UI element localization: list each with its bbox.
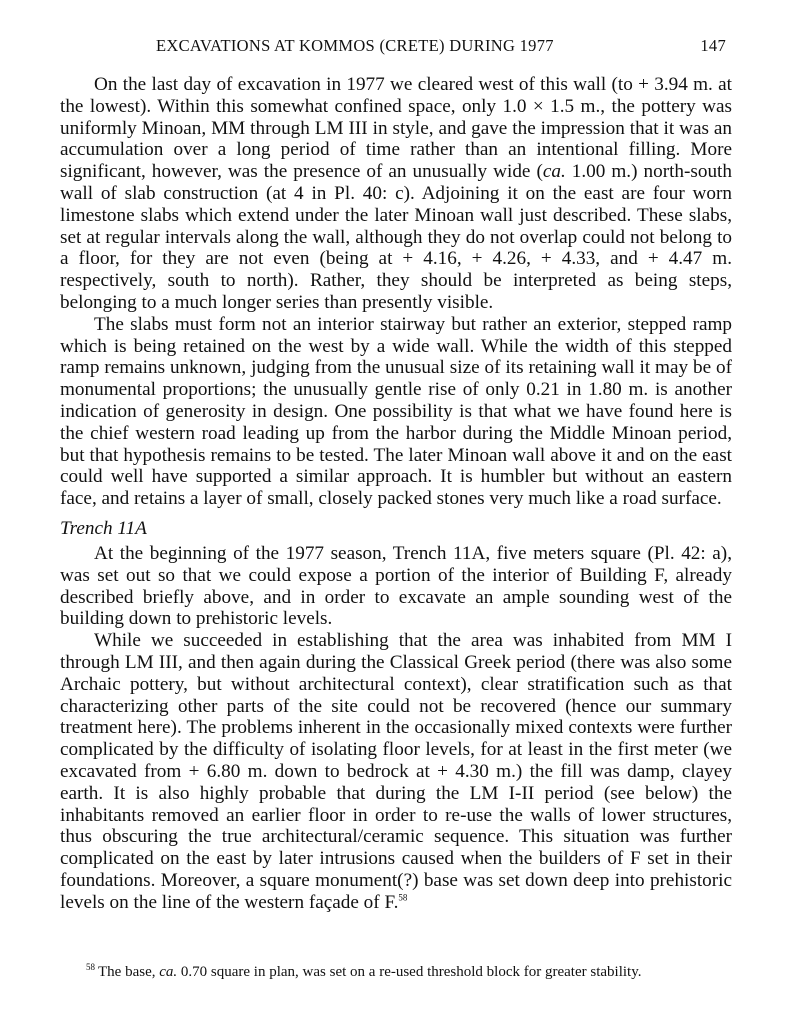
article-body bbox=[60, 74, 732, 913]
abbreviation-ca: ca. bbox=[159, 964, 178, 980]
page-number: 147 bbox=[700, 36, 726, 55]
footnote bbox=[86, 963, 736, 982]
footnote-mark: 58 bbox=[86, 962, 95, 972]
paragraph-1 bbox=[60, 74, 732, 314]
paragraph-3 bbox=[60, 543, 732, 630]
footnote-reference[interactable]: 58 bbox=[398, 892, 408, 903]
paragraph-4 bbox=[60, 630, 732, 913]
abbreviation-ca: ca. bbox=[542, 161, 566, 183]
running-header bbox=[60, 36, 732, 60]
text-run: While we succeeded in establishing that the area was inhabited from MM I through LM III, and then again during the Classical Greek period (there was also some Archaic pottery, but without architectural context), clear stratification such as that characterizing other parts of the site could not be recovered (hence our summary treatment here). The problems inherent in the occasionally mixed contexts were further complicated by the difficulty of isolating floor levels, for at least in the first meter (we excavated from + 6.80 m. down to bedrock at + 4.30 m.) the fill was damp, clayey earth. It is also highly probable that during the LM I-II period (see below) the inhabitants removed an earlier floor in order to re-use the walls of lower structures, thus obscuring the true architectural/ceramic sequence. This situation was further complicated on the east by later intrusions caused when the builders of F set in their foundations. Moreover, a square monument(?) base was set down deep into prehistoric levels on the line of the western façade of F. bbox=[60, 630, 732, 913]
section-heading: Trench 11A bbox=[60, 517, 147, 539]
text-run: On the last day of excavation in 1977 we cleared west of this wall (to + 3.94 m. at the lowest). Within this somewhat confined space, only 1.0 × 1.5 m., the pottery was uniformly Minoan, MM through LM III in style, and gave the impression that it was an accumulation over a long period of time rather than an intentional filling. More significant, however, was the presence of an unusually wide ( bbox=[60, 74, 732, 183]
text-run: The slabs must form not an interior stairway but rather an exterior, stepped ramp which is being retained on the west by a wide wall. While the width of this stepped ramp remains unknown, judging from the unusual size of its retaining wall it may be of monumental proportions; the unusually gentle rise of only 0.21 in 1.80 m. is another indication of generosity in design. One possibility is that what we have found here is the chief western road leading up from the harbor during the Middle Minoan period, but that hypothesis remains to be tested. The later Minoan wall above it and on the east could well have supported a similar approach. It is humbler but without an eastern face, and retains a layer of small, closely packed stones very much like a road surface. bbox=[60, 313, 732, 510]
text-run: 1.00 m.) north-south wall of slab construction (at 4 in Pl. 40: c). Adjoining it on the east are four worn limestone slabs which extend under the later Minoan wall just described. These slabs, set at regular intervals along the wall, although they do not overlap could not belong to a floor, for they are not even (being at + 4.16, + 4.26, + 4.33, and + 4.47 m. respectively, south to north). Rather, they should be interpreted as being steps, belonging to a much longer series than presently visible. bbox=[60, 161, 732, 313]
text-run: At the beginning of the 1977 season, Trench 11A, five meters square (Pl. 42: a), was set out so that we could expose a portion of the interior of Building F, already described briefly above, and in order to excavate an ample sounding west of the building down to prehistoric levels. bbox=[60, 542, 732, 630]
running-title: EXCAVATIONS AT KOMMOS (CRETE) DURING 1977 bbox=[156, 36, 554, 55]
footnote-text: The base, bbox=[98, 964, 160, 980]
paragraph-2 bbox=[60, 314, 732, 510]
footnote-text: 0.70 square in plan, was set on a re-used threshold block for greater stability. bbox=[177, 964, 642, 980]
